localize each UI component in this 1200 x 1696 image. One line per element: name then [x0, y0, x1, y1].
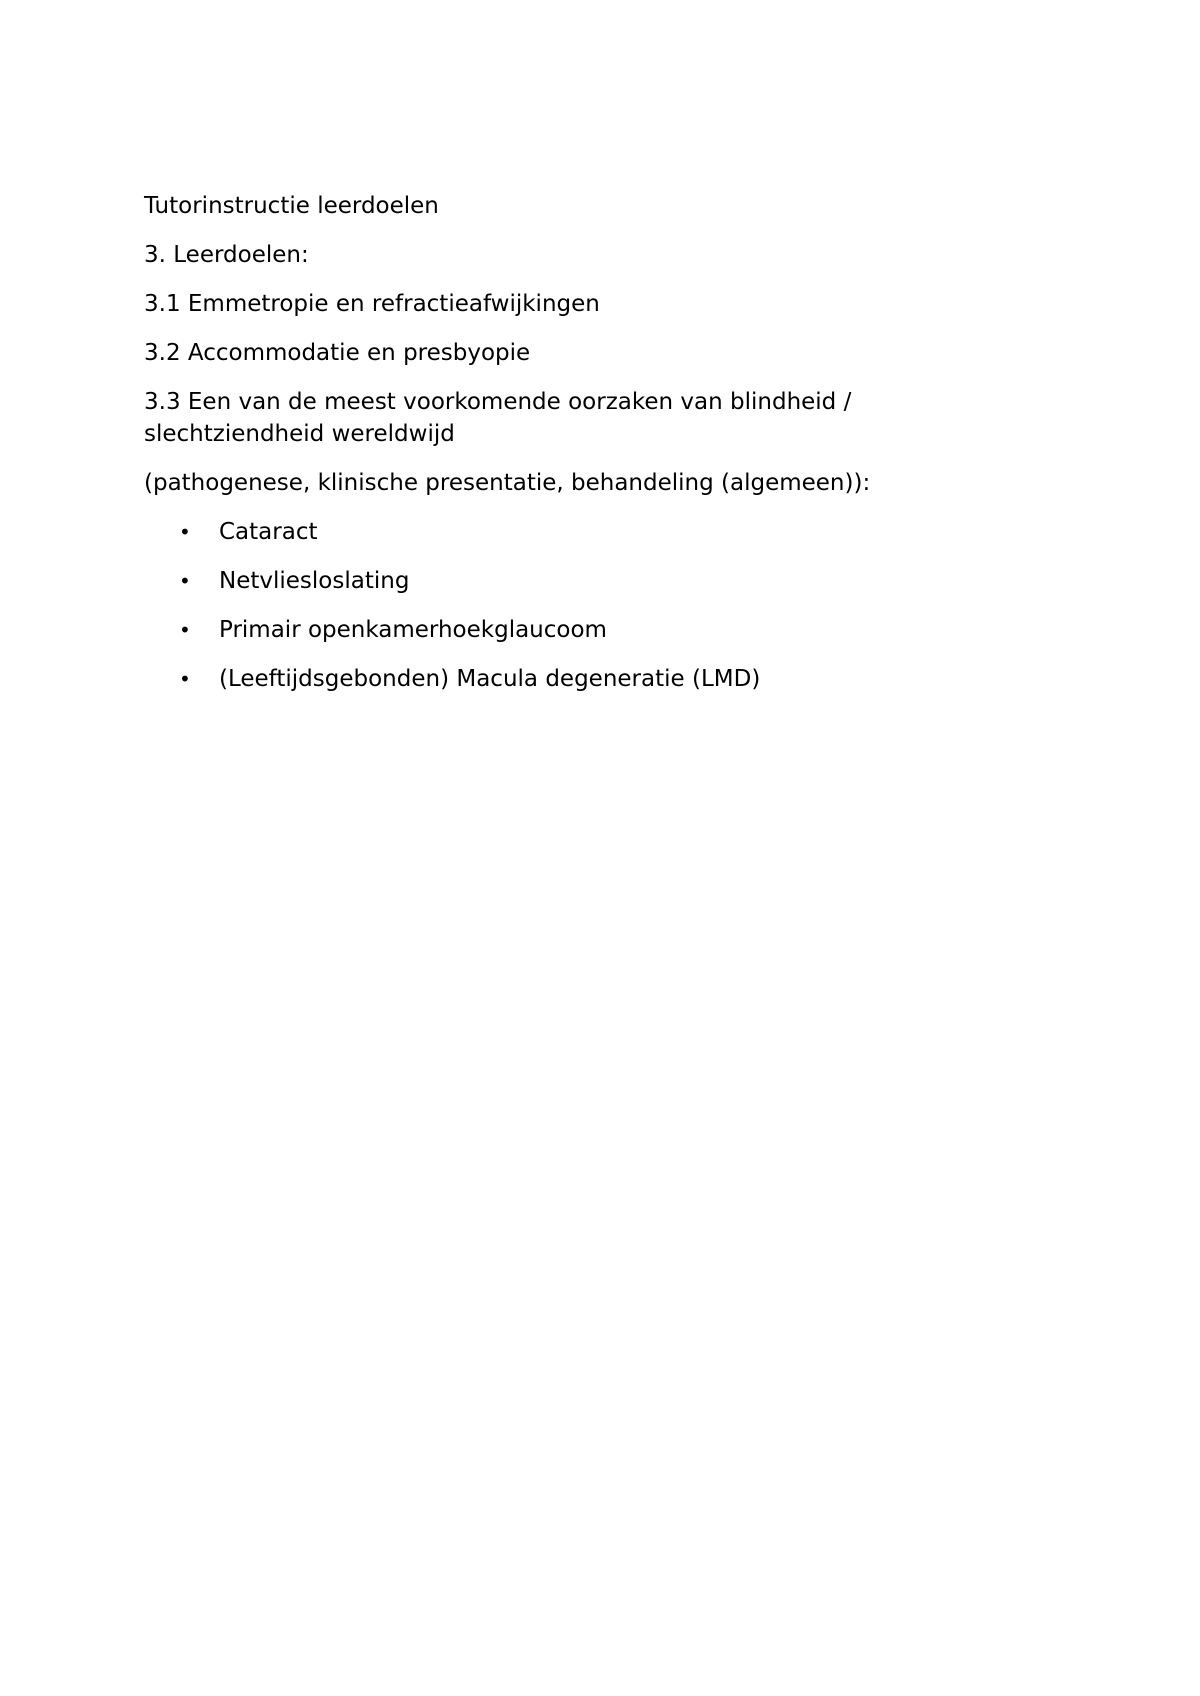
- condition-list: [144, 516, 1044, 695]
- learning-goal-3-3-line2: slechtziendheid wereldwijd: [144, 421, 455, 447]
- bullet-icon: •: [179, 667, 191, 691]
- learning-goal-3-2: 3.2 Accommodatie en presbyopie: [144, 340, 531, 366]
- bullet-icon: •: [179, 569, 191, 593]
- section-title: 3. Leerdoelen:: [144, 242, 309, 268]
- list-item: [144, 565, 1044, 597]
- list-item-label: Cataract: [219, 519, 318, 545]
- subtopics-intro: (pathogenese, klinische presentatie, behandeling (algemeen)):: [144, 470, 871, 496]
- bullet-icon: •: [179, 520, 191, 544]
- learning-goal-3-3-line1: 3.3 Een van de meest voorkomende oorzaken van blindheid /: [144, 389, 852, 415]
- list-item-label: (Leeftijdsgebonden) Macula degeneratie (LMD): [219, 666, 761, 692]
- bullet-icon: •: [179, 618, 191, 642]
- list-item-label: Netvliesloslating: [219, 568, 410, 594]
- learning-goal-3-3: [144, 386, 1044, 450]
- list-item: [144, 614, 1044, 646]
- learning-goal-3-1: 3.1 Emmetropie en refractieafwijkingen: [144, 291, 600, 317]
- document-body: [144, 190, 1044, 712]
- document-heading: Tutorinstructie leerdoelen: [144, 193, 439, 219]
- list-item: [144, 516, 1044, 548]
- list-item: [144, 663, 1044, 695]
- list-item-label: Primair openkamerhoekglaucoom: [219, 617, 607, 643]
